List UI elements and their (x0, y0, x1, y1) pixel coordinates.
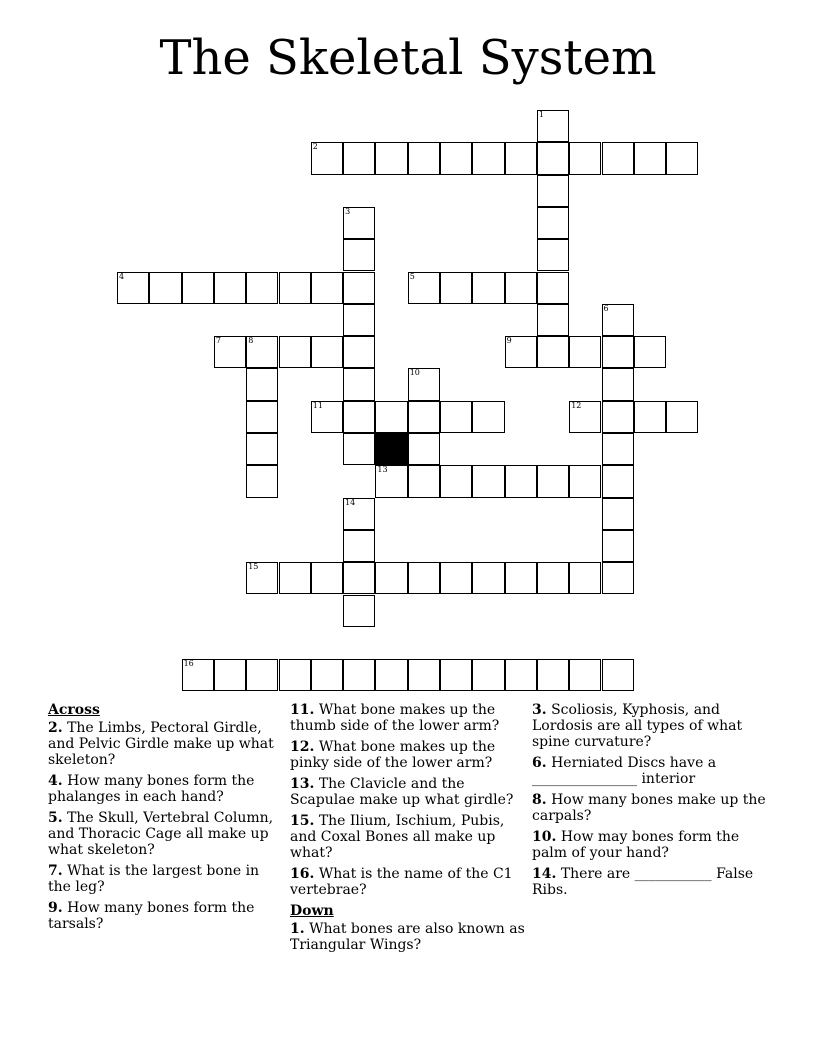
grid-cell[interactable] (311, 401, 343, 433)
grid-cell[interactable] (440, 401, 472, 433)
grid-cell[interactable] (537, 239, 569, 271)
grid-cell[interactable] (408, 433, 440, 465)
grid-cell[interactable] (472, 659, 504, 691)
grid-cell[interactable] (602, 530, 634, 562)
clue-across-11: 11. What bone makes up the thumb side of the lower arm? (290, 702, 500, 734)
clue-number: 13 (377, 465, 388, 475)
grid-cell[interactable] (472, 272, 504, 304)
grid-cell[interactable] (279, 336, 311, 368)
clue-number: 15 (248, 562, 259, 572)
clue-number: 8 (248, 336, 254, 346)
clue-number: 1 (538, 110, 544, 119)
clue-across-12: 12. What bone makes up the pinky side of the lower arm? (290, 739, 496, 771)
grid-cell[interactable] (311, 272, 343, 304)
grid-cell[interactable] (375, 401, 407, 433)
grid-cell[interactable] (472, 465, 504, 497)
grid-cell[interactable] (440, 142, 472, 174)
grid-cell[interactable] (602, 401, 634, 433)
grid-cell[interactable] (408, 401, 440, 433)
grid-cell[interactable] (569, 336, 601, 368)
clue-number: 7 (215, 336, 221, 346)
clue-number: 2 (312, 142, 318, 152)
grid-cell[interactable] (440, 272, 472, 304)
grid-cell[interactable] (214, 659, 246, 691)
grid-cell[interactable] (408, 142, 440, 174)
grid-cell[interactable] (537, 659, 569, 691)
grid-cell[interactable] (569, 659, 601, 691)
clue-down-3: 3. Scoliosis, Kyphosis, and Lordosis are all types of what spine curvature? (532, 702, 743, 750)
clue-across-4: 4. How many bones form the phalanges in each hand? (48, 773, 255, 805)
clue-across-7: 7. What is the largest bone in the leg? (48, 863, 260, 895)
grid-cell[interactable] (311, 142, 343, 174)
clue-down-6: 6. Herniated Discs have a _______________ interior (532, 755, 717, 787)
grid-cell[interactable] (279, 272, 311, 304)
grid-cell[interactable] (408, 368, 440, 400)
black-cell (375, 433, 407, 465)
grid-cell[interactable] (375, 562, 407, 594)
grid-cell[interactable] (634, 142, 666, 174)
grid-cell[interactable] (117, 272, 149, 304)
grid-cell[interactable] (375, 142, 407, 174)
grid-cell[interactable] (537, 207, 569, 239)
grid-cell[interactable] (343, 272, 375, 304)
grid-cell[interactable] (666, 142, 698, 174)
grid-cell[interactable] (343, 336, 375, 368)
grid-cell[interactable] (602, 498, 634, 530)
grid-cell[interactable] (343, 595, 375, 627)
grid-cell[interactable] (505, 659, 537, 691)
clue-number: 3 (345, 206, 351, 216)
grid-cell[interactable] (311, 659, 343, 691)
clue-column-3 (532, 702, 767, 903)
grid-cell[interactable] (472, 401, 504, 433)
clue-number: 11 (312, 400, 323, 410)
grid-cell[interactable] (440, 562, 472, 594)
grid-cell[interactable] (537, 175, 569, 207)
grid-cell[interactable] (602, 304, 634, 336)
grid-cell[interactable] (505, 465, 537, 497)
grid-cell[interactable] (472, 142, 504, 174)
across-heading: Across (48, 702, 100, 718)
clue-across-9: 9. How many bones form the tarsals? (48, 900, 255, 932)
grid-cell[interactable] (634, 401, 666, 433)
clue-number: 14 (345, 497, 356, 507)
grid-cell[interactable] (343, 239, 375, 271)
clue-down-1: 1. What bones are also known as Triangular Wings? (290, 921, 525, 953)
clue-number: 10 (409, 368, 420, 378)
grid-cell[interactable] (537, 272, 569, 304)
grid-cell[interactable] (343, 433, 375, 465)
grid-cell[interactable] (343, 207, 375, 239)
grid-cell[interactable] (246, 401, 278, 433)
clue-number: 12 (571, 400, 582, 410)
grid-cell[interactable] (569, 142, 601, 174)
grid-cell[interactable] (440, 659, 472, 691)
clue-column-2 (290, 702, 525, 958)
grid-cell[interactable] (182, 659, 214, 691)
grid-cell[interactable] (246, 562, 278, 594)
clue-down-14: 14. There are ___________ False Ribs. (532, 866, 754, 898)
grid-cell[interactable] (375, 465, 407, 497)
grid-cell[interactable] (505, 336, 537, 368)
grid-cell[interactable] (602, 562, 634, 594)
grid-cell[interactable] (149, 272, 181, 304)
grid-cell[interactable] (311, 562, 343, 594)
clue-across-13: 13. The Clavicle and the Scapulae make up what girdle? (290, 776, 514, 808)
grid-cell[interactable] (343, 562, 375, 594)
grid-cell[interactable] (569, 401, 601, 433)
grid-cell[interactable] (602, 433, 634, 465)
grid-cell[interactable] (246, 465, 278, 497)
grid-cell[interactable] (537, 304, 569, 336)
clue-number: 4 (119, 271, 125, 281)
grid-cell[interactable] (602, 659, 634, 691)
grid-cell[interactable] (214, 336, 246, 368)
clue-number: 6 (603, 303, 609, 313)
clue-down-10: 10. How may bones form the palm of your hand? (532, 829, 740, 861)
grid-cell[interactable] (375, 659, 407, 691)
grid-cell[interactable] (569, 562, 601, 594)
grid-cell[interactable] (634, 336, 666, 368)
grid-cell[interactable] (343, 530, 375, 562)
grid-cell[interactable] (472, 562, 504, 594)
grid-cell[interactable] (246, 336, 278, 368)
grid-cell[interactable] (246, 433, 278, 465)
clue-number: 9 (506, 336, 512, 346)
clue-across-15: 15. The Ilium, Ischium, Pubis, and Coxal Bones all make up what? (290, 813, 505, 861)
grid-cell[interactable] (602, 368, 634, 400)
clue-across-16: 16. What is the name of the C1 vertebrae? (290, 866, 513, 898)
clue-number: 16 (183, 659, 194, 669)
grid-cell[interactable] (343, 304, 375, 336)
clue-number: 5 (409, 271, 415, 281)
grid-cell[interactable] (537, 465, 569, 497)
grid-cell[interactable] (602, 465, 634, 497)
grid-cell[interactable] (343, 401, 375, 433)
grid-cell[interactable] (505, 562, 537, 594)
clue-across-5: 5. The Skull, Vertebral Column, and Thoracic Cage all make up what skeleton? (48, 810, 274, 858)
grid-cell[interactable] (279, 562, 311, 594)
grid-cell[interactable] (537, 336, 569, 368)
grid-cell[interactable] (505, 142, 537, 174)
grid-cell[interactable] (537, 110, 569, 142)
grid-cell[interactable] (343, 142, 375, 174)
grid-cell[interactable] (505, 272, 537, 304)
grid-cell[interactable] (214, 272, 246, 304)
grid-cell[interactable] (279, 659, 311, 691)
grid-cell[interactable] (311, 336, 343, 368)
grid-cell[interactable] (537, 142, 569, 174)
grid-cell[interactable] (408, 562, 440, 594)
grid-cell[interactable] (537, 562, 569, 594)
grid-cell[interactable] (343, 659, 375, 691)
clue-across-2: 2. The Limbs, Pectoral Girdle, and Pelvic Girdle make up what skeleton? (48, 720, 274, 768)
grid-cell[interactable] (246, 368, 278, 400)
grid-cell[interactable] (408, 659, 440, 691)
grid-cell[interactable] (666, 401, 698, 433)
grid-cell[interactable] (343, 368, 375, 400)
grid-cell[interactable] (602, 336, 634, 368)
grid-cell[interactable] (246, 659, 278, 691)
clue-down-8: 8. How many bones make up the carpals? (532, 792, 766, 824)
grid-cell[interactable] (343, 498, 375, 530)
grid-cell[interactable] (182, 272, 214, 304)
clue-column-1 (48, 702, 283, 937)
grid-cell[interactable] (440, 465, 472, 497)
down-heading: Down (290, 903, 334, 919)
grid-cell[interactable] (408, 465, 440, 497)
grid-cell[interactable] (408, 272, 440, 304)
grid-cell[interactable] (602, 142, 634, 174)
grid-cell[interactable] (569, 465, 601, 497)
grid-cell[interactable] (246, 272, 278, 304)
page-title: The Skeletal System (159, 30, 657, 86)
